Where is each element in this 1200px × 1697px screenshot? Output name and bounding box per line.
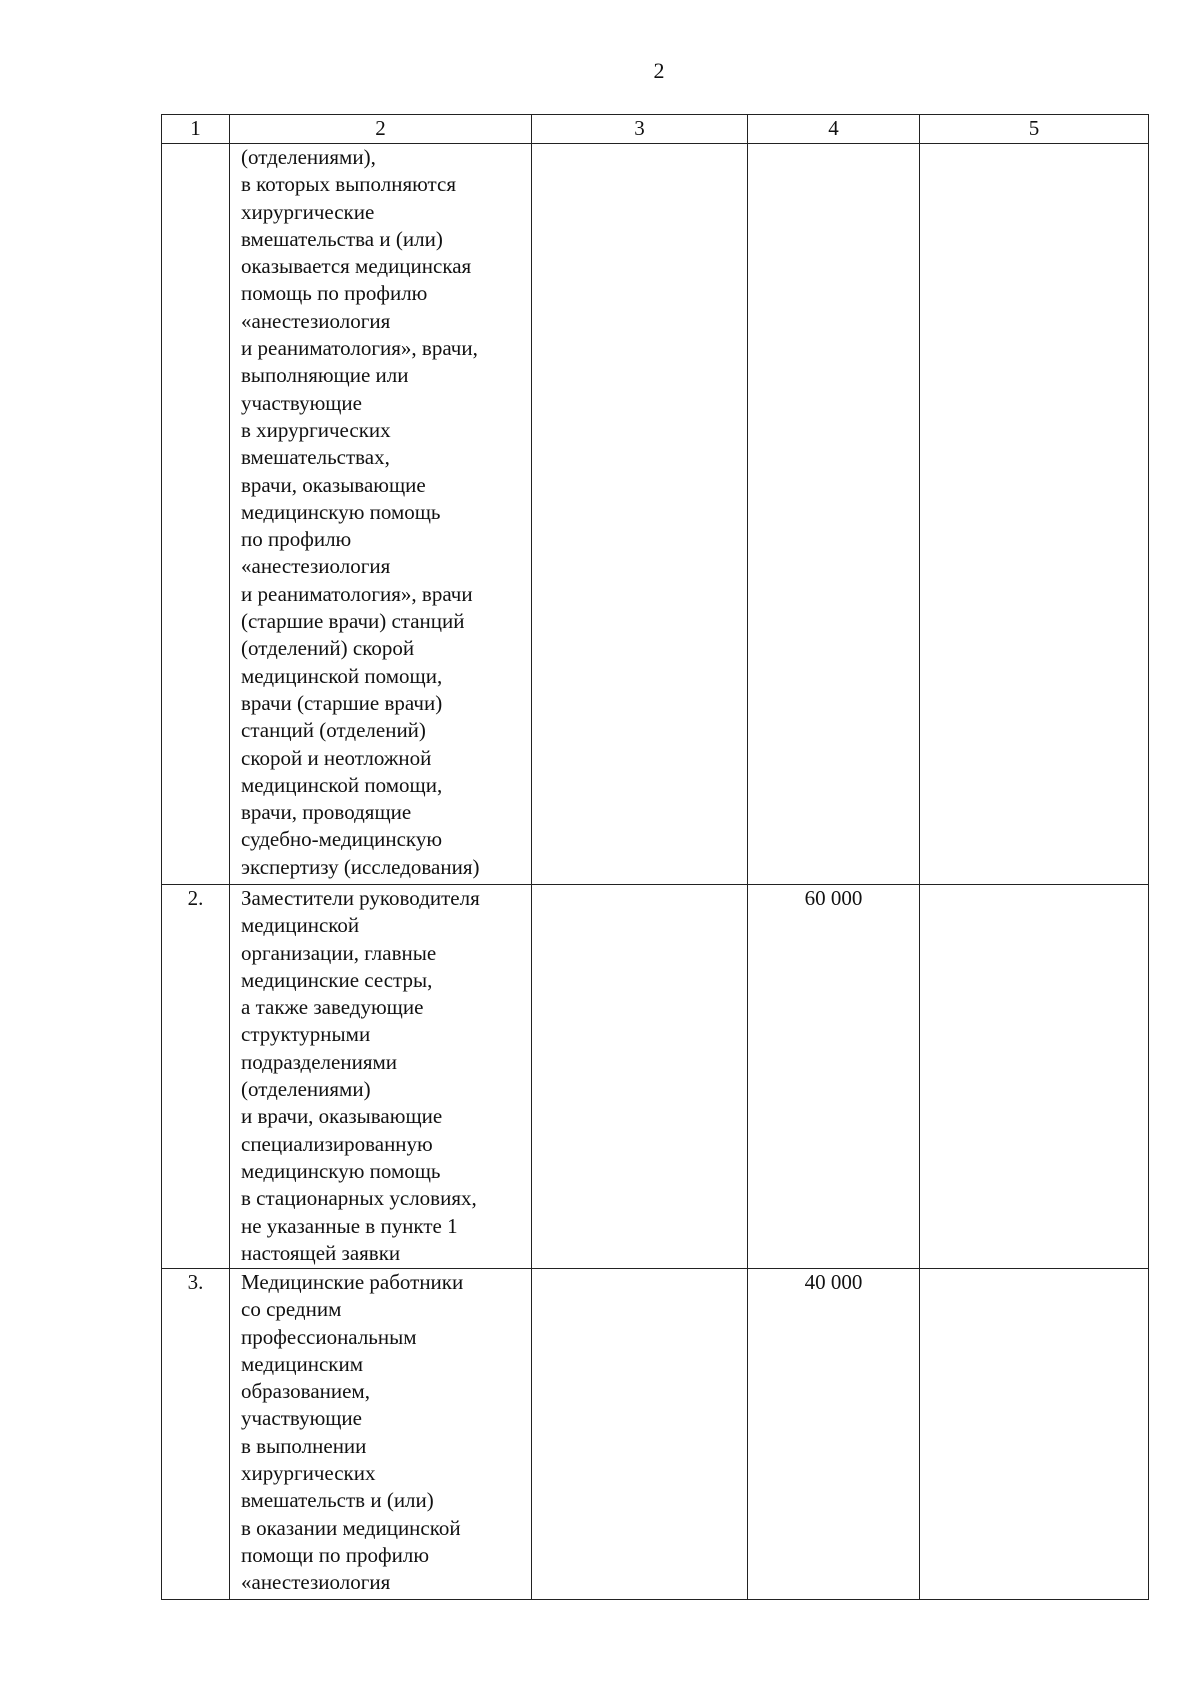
table-header-row: [162, 115, 1149, 144]
column-5-cell: [920, 144, 1149, 885]
description-line: Медицинские работники: [241, 1270, 464, 1294]
description-line: судебно-медицинскую: [241, 827, 443, 852]
description-line: помощь по профилю: [241, 281, 428, 306]
description-line: вмешательств и (или): [241, 1488, 434, 1513]
amount-cell: 60 000: [748, 885, 920, 1269]
column-3-cell: [532, 144, 748, 885]
description-line: со средним: [241, 1297, 342, 1322]
description-line: врачи, проводящие: [241, 800, 412, 825]
description-line: а также заведующие: [241, 995, 424, 1020]
category-description: [230, 1269, 532, 1600]
description-line: образованием,: [241, 1379, 370, 1404]
description-line: хирургических: [241, 1461, 376, 1486]
description-line: в оказании медицинской: [241, 1515, 461, 1540]
description-line: структурными: [241, 1022, 371, 1047]
description-line: медицинскую помощь: [241, 499, 441, 524]
description-line: медицинской помощи,: [241, 772, 443, 797]
description-line: в выполнении: [241, 1433, 367, 1458]
description-line: участвующие: [241, 1406, 362, 1431]
column-3-cell: [532, 1269, 748, 1600]
description-line: специализированную: [241, 1131, 433, 1156]
description-line: участвующие: [241, 390, 362, 415]
description-line: и реаниматология», врачи: [241, 581, 473, 606]
description-line: профессиональным: [241, 1324, 417, 1349]
column-number-5: 5: [920, 115, 1149, 144]
description-line: хирургические: [241, 199, 375, 224]
description-line: станций (отделений): [241, 718, 426, 743]
description-line: медицинской помощи,: [241, 663, 443, 688]
description-line: (отделений) скорой: [241, 636, 415, 661]
column-number-2: 2: [230, 115, 532, 144]
description-line: (отделениями),: [241, 145, 376, 169]
description-line: по профилю: [241, 527, 352, 552]
category-description: [230, 885, 532, 1269]
description-line: экспертизу (исследования): [241, 854, 480, 879]
description-line: (отделениями): [241, 1077, 371, 1102]
description-line: оказывается медицинская: [241, 254, 472, 279]
description-line: в хирургических: [241, 417, 391, 442]
row-number: 2.: [162, 885, 230, 1269]
description-line: Заместители руководителя: [241, 886, 480, 910]
table-row: [162, 885, 1149, 1269]
description-line: в стационарных условиях,: [241, 1186, 477, 1211]
description-line: «анестезиология: [241, 1570, 391, 1595]
page-number: 2: [653, 58, 665, 83]
category-description: [230, 144, 532, 885]
column-5-cell: [920, 885, 1149, 1269]
description-line: организации, главные: [241, 940, 437, 965]
column-number-4: 4: [748, 115, 920, 144]
description-line: и реаниматология», врачи,: [241, 336, 478, 361]
row-number: [162, 144, 230, 885]
table-row: [162, 1269, 1149, 1600]
description-line: настоящей заявки: [241, 1240, 401, 1265]
table-row: [162, 144, 1149, 885]
column-number-1: 1: [162, 115, 230, 144]
description-line: «анестезиология: [241, 308, 391, 333]
description-line: выполняющие или: [241, 363, 409, 388]
description-line: (старшие врачи) станций: [241, 609, 465, 634]
description-line: в которых выполняются: [241, 172, 456, 197]
description-line: вмешательства и (или): [241, 226, 443, 251]
column-5-cell: [920, 1269, 1149, 1600]
amount-cell: 40 000: [748, 1269, 920, 1600]
row-number: 3.: [162, 1269, 230, 1600]
description-line: медицинскую помощь: [241, 1158, 441, 1183]
description-line: медицинские сестры,: [241, 967, 433, 992]
description-line: помощи по профилю: [241, 1542, 430, 1567]
column-number-3: 3: [532, 115, 748, 144]
description-line: медицинским: [241, 1351, 364, 1376]
description-line: вмешательствах,: [241, 445, 390, 470]
amount-cell: [748, 144, 920, 885]
description-line: медицинской: [241, 913, 360, 938]
allocation-table: [161, 114, 1149, 1600]
description-line: врачи (старшие врачи): [241, 690, 443, 715]
description-line: «анестезиология: [241, 554, 391, 579]
description-line: не указанные в пункте 1: [241, 1213, 458, 1238]
description-line: врачи, оказывающие: [241, 472, 426, 497]
column-3-cell: [532, 885, 748, 1269]
description-line: и врачи, оказывающие: [241, 1104, 443, 1129]
description-line: подразделениями: [241, 1049, 398, 1074]
description-line: скорой и неотложной: [241, 745, 432, 770]
